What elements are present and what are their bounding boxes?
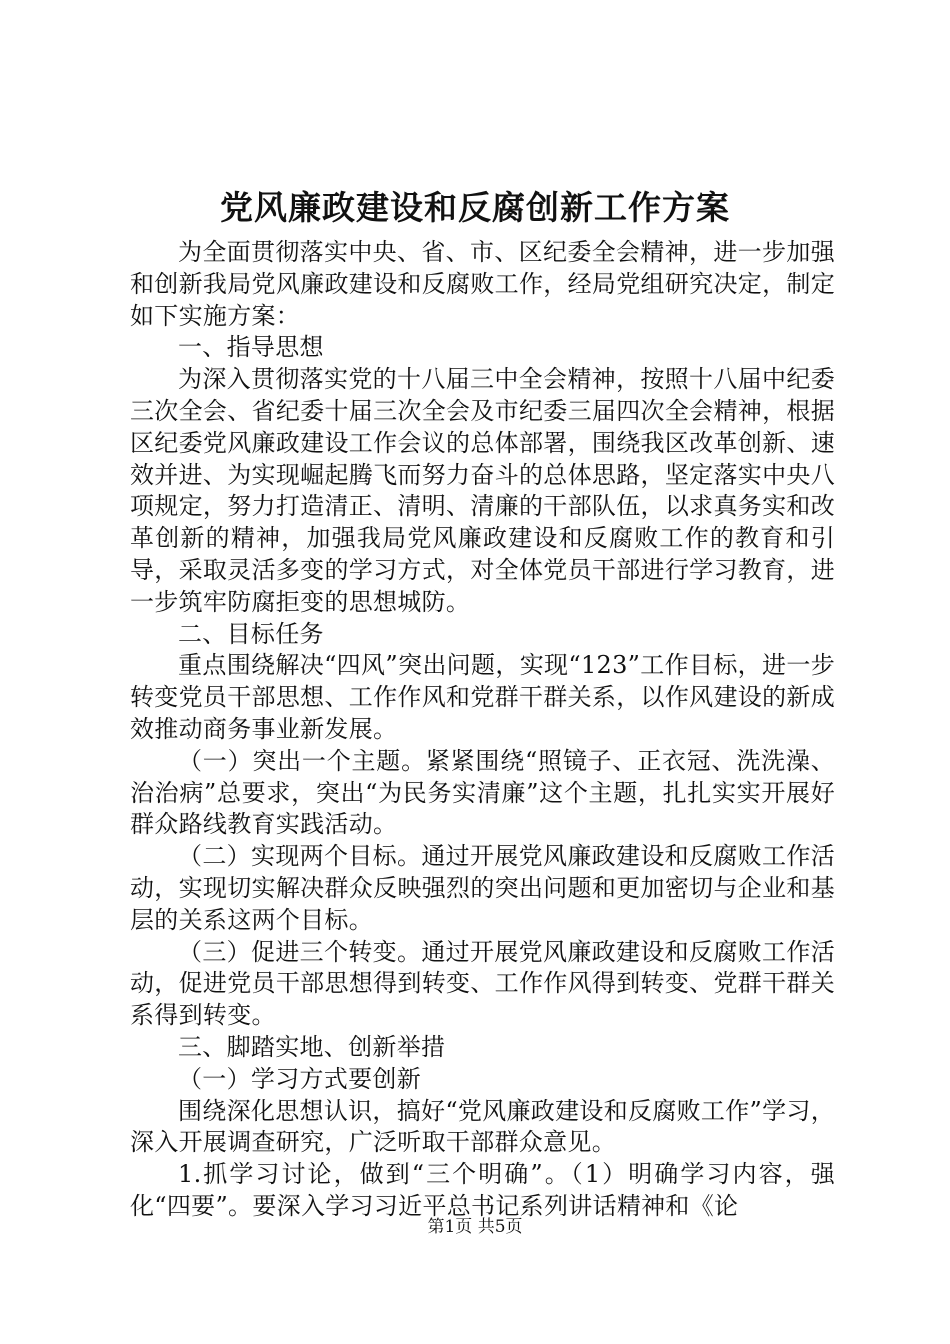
document-body [130,237,835,1223]
section-heading-measures: 三、脚踏实地、创新举措 [178,1032,446,1061]
section-heading-goals: 二、目标任务 [178,619,324,648]
paragraph-guiding-ideology: 为深入贯彻落实党的十八届三中全会精神，按照十八届中纪委三次全会、省纪委十届三次全会及市纪委三届四次全会精神，根据区纪委党风廉政建设工作会议的总体部署，围绕我区改革创新、速效并进、为实现崛起腾飞而努力奋斗的总体思路，坚定落实中央八项规定，努力打造清正、清明、清廉的干部队伍，以求真务实和改革创新的精神，加强我局党风廉政建设和反腐败工作的教育和引导，采取灵活多变的学习方式，对全体党员干部进行学习教育，进一步筑牢防腐拒变的思想城防。 [130,365,835,616]
paragraph-goals: 重点围绕解决“四风”突出问题，实现“123”工作目标，进一步转变党员干部思想、工作作风和党群干群关系，以作风建设的新成效推动商务事业新发展。 [130,651,835,743]
paragraph-intro: 为全面贯彻落实中央、省、市、区纪委全会精神，进一步加强和创新我局党风廉政建设和反腐败工作，经局党组研究决定，制定如下实施方案： [130,238,835,330]
paragraph-study-discussion: 1.抓学习讨论，做到“三个明确”。（1）明确学习内容，强化“四要”。要深入学习习近平总书记系列讲话精神和《论 [130,1160,835,1220]
paragraph-goal-one-theme: （一）突出一个主题。紧紧围绕“照镜子、正衣冠、洗洗澡、治治病”总要求，突出“为民务实清廉”这个主题，扎扎实实开展好群众路线教育实践活动。 [130,746,835,839]
paragraph-goal-two-targets: （二）实现两个目标。通过开展党风廉政建设和反腐败工作活动，实现切实解决群众反映强烈的突出问题和更加密切与企业和基层的关系这两个目标。 [130,842,835,934]
paragraph-study-methods: 围绕深化思想认识，搞好“党风廉政建设和反腐败工作”学习，深入开展调查研究，广泛听取干部群众意见。 [130,1096,835,1157]
subsection-heading-study-methods: （一）学习方式要创新 [178,1064,421,1093]
paragraph-goal-three-changes: （三）促进三个转变。通过开展党风廉政建设和反腐败工作活动，促进党员干部思想得到转变、工作作风得到转变、党群干群关系得到转变。 [130,937,835,1030]
page-number: 第1页 共5页 [427,1217,523,1237]
document-title: 党风廉政建设和反腐创新工作方案 [220,188,730,227]
section-heading-guiding-ideology: 一、指导思想 [178,333,324,362]
